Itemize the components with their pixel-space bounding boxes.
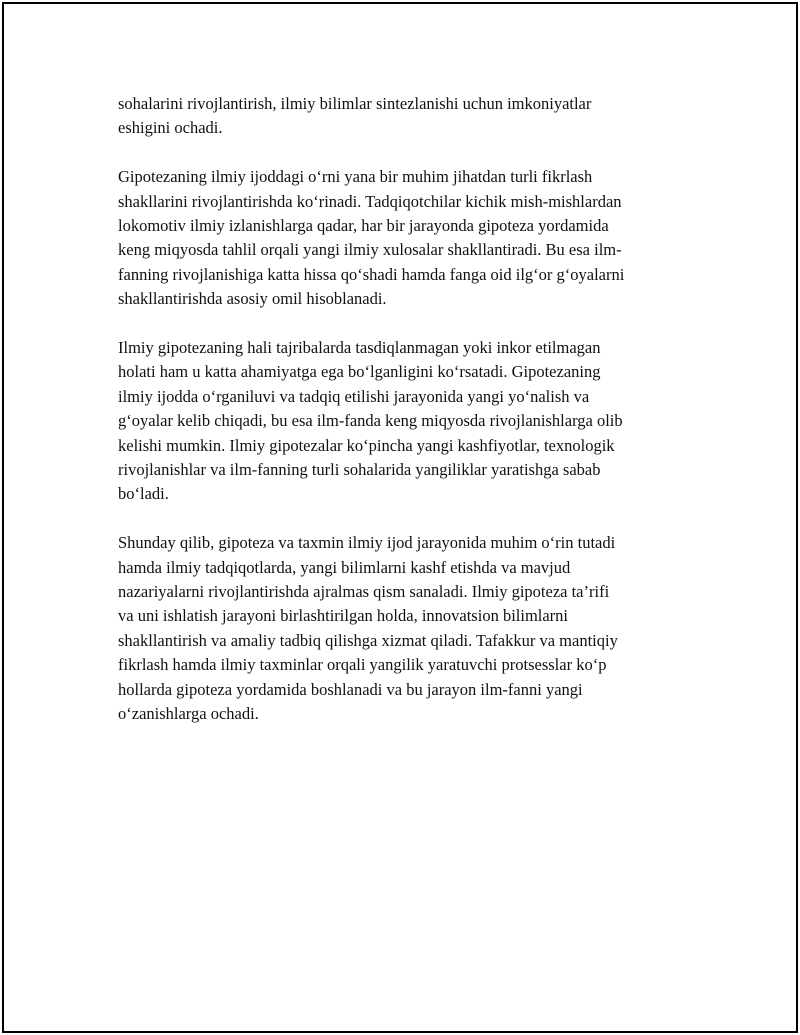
text-line: bo‘ladi.	[118, 484, 169, 504]
text-line: rivojlanishlar va ilm-fanning turli sohalarida yangiliklar yaratishga sabab	[118, 460, 601, 480]
text-line: shakllarini rivojlantirishda ko‘rinadi. Tadqiqotchilar kichik mish-mishlardan	[118, 191, 622, 211]
text-line: Shunday qilib, gipoteza va taxmin ilmiy ijod jarayonida muhim o‘rin tutadi	[118, 533, 616, 553]
paragraph-4	[118, 531, 690, 726]
text-line: Gipotezaning ilmiy ijoddagi o‘rni yana bir muhim jihatdan turli fikrlash	[118, 167, 593, 187]
paragraph-1	[118, 92, 690, 141]
text-line: shakllantirish va amaliy tadbiq qilishga xizmat qiladi. Tafakkur va mantiqiy	[118, 630, 618, 650]
text-line: fikrlash hamda ilmiy taxminlar orqali yangilik yaratuvchi protsesslar ko‘p	[118, 655, 607, 675]
paragraph-3	[118, 336, 690, 507]
text-line: o‘zanishlarga ochadi.	[118, 704, 259, 724]
text-line: eshigini ochadi.	[118, 118, 223, 138]
text-line: sohalarini rivojlantirish, ilmiy bilimlar sintezlanishi uchun imkoniyatlar	[118, 94, 592, 113]
text-line: keng miqyosda tahlil orqali yangi ilmiy xulosalar shakllantiradi. Bu esa ilm-	[118, 240, 622, 260]
text-line: nazariyalarni rivojlantirishda ajralmas qism sanaladi. Ilmiy gipoteza ta’rifi	[118, 582, 610, 602]
paragraph-2	[118, 165, 690, 311]
text-line: shakllantirishda asosiy omil hisoblanadi.	[118, 289, 387, 309]
text-line: fanning rivojlanishiga katta hissa qo‘shadi hamda fanga oid ilg‘or g‘oyalarni	[118, 264, 625, 284]
text-line: g‘oyalar kelib chiqadi, bu esa ilm-fanda keng miqyosda rivojlanishlarga olib	[118, 411, 623, 431]
text-line: lokomotiv ilmiy izlanishlarga qadar, har bir jarayonda gipoteza yordamida	[118, 216, 609, 236]
text-line: va uni ishlatish jarayoni birlashtirilgan holda, innovatsion bilimlarni	[118, 606, 569, 626]
text-line: hollarda gipoteza yordamida boshlanadi va bu jarayon ilm-fanni yangi	[118, 679, 583, 699]
text-line: Ilmiy gipotezaning hali tajribalarda tasdiqlanmagan yoki inkor etilmagan	[118, 338, 601, 358]
text-line: hamda ilmiy tadqiqotlarda, yangi bilimlarni kashf etishda va mavjud	[118, 557, 571, 577]
text-line: holati ham u katta ahamiyatga ega bo‘lganligini ko‘rsatadi. Gipotezaning	[118, 362, 601, 382]
text-line: kelishi mumkin. Ilmiy gipotezalar ko‘pincha yangi kashfiyotlar, texnologik	[118, 435, 615, 455]
document-body	[118, 92, 690, 751]
text-line: ilmiy ijodda o‘rganiluvi va tadqiq etilishi jarayonida yangi yo‘nalish va	[118, 386, 590, 406]
